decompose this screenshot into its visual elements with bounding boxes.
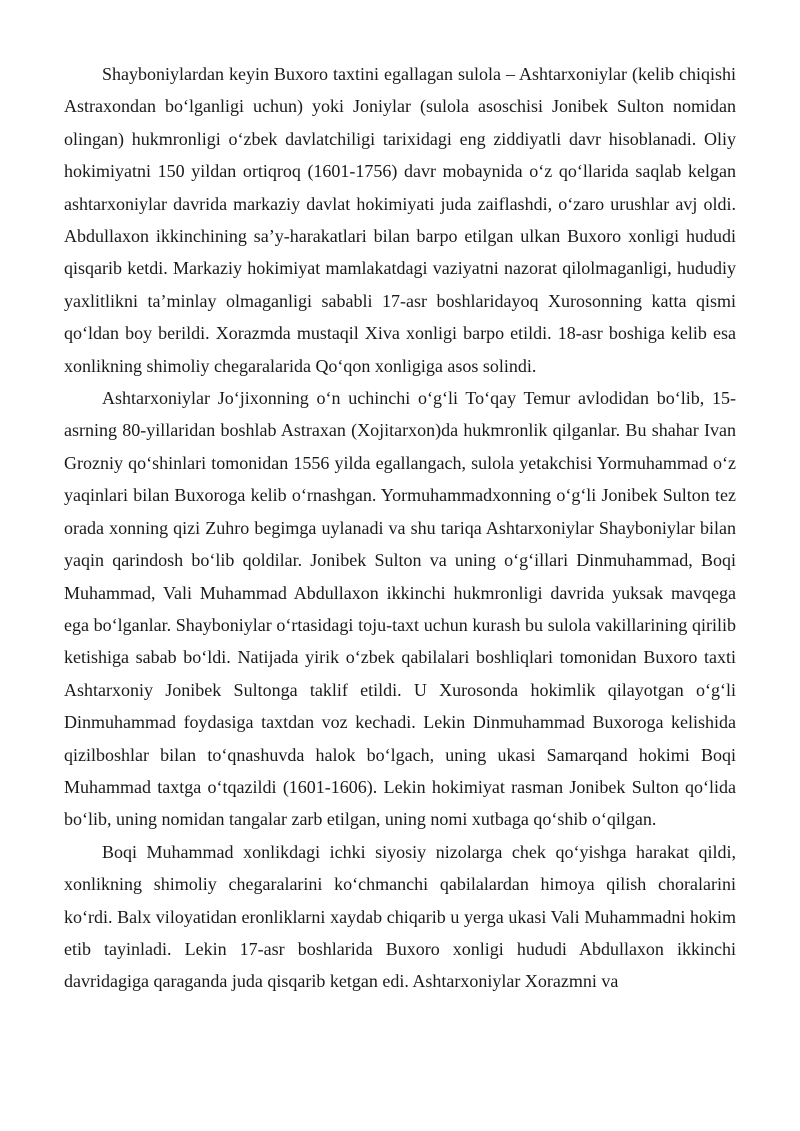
document-page bbox=[64, 58, 736, 998]
paragraph: Boqi Muhammad xonlikdagi ichki siyosiy nizolarga chek qo‘yishga harakat qildi, xonlikning shimoliy chegaralarini ko‘chmanchi qabilalardan himoya qilish choralarini ko‘rdi. Balx viloyatidan eronliklarni xaydab chiqarib u yerga ukasi Vali Muhammadni hokim etib tayinladi. Lekin 17-asr boshlarida Buxoro xonligi hududi Abdullaxon ikkinchi davridagiga qaraganda juda qisqarib ketgan edi. Ashtarxoniylar Xorazmni va bbox=[64, 841, 736, 992]
paragraph: Ashtarxoniylar Jo‘jixonning o‘n uchinchi o‘g‘li To‘qay Temur avlodidan bo‘lib, 15-asrning 80-yillaridan boshlab Astraxan (Xojitarxon)da hukmronlik qilganlar. Bu shahar Ivan Grozniy qo‘shinlari tomonidan 1556 yilda egallangach, sulola yetakchisi Yormuhammad o‘z yaqinlari bilan Buxoroga kelib o‘rnashgan. Yormuhammadxonning o‘g‘li Jonibek Sulton tez orada xonning qizi Zuhro begimga uylanadi va shu tariqa Ashtarxoniylar Shayboniylar bilan yaqin qarindosh bo‘lib qoldilar. Jonibek Sulton va uning o‘g‘illari Dinmuhammad, Boqi Muhammad, Vali Muhammad Abdullaxon ikkinchi hukmronligi davrida yuksak mavqega ega bo‘lganlar. Shayboniylar o‘rtasidagi toju-taxt uchun kurash bu sulola vakillarining qirilib ketishiga sabab bo‘ldi. Natijada yirik o‘zbek qabilalari boshliqlari tomonidan Buxoro taxti Ashtarxoniy Jonibek Sultonga taklif etildi. U Xurosonda hokimlik qilayotgan o‘g‘li Dinmuhammad foydasiga taxtdan voz kechadi. Lekin Dinmuhammad Buxoroga kelishida qizilboshlar bilan to‘qnashuvda halok bo‘lgach, uning ukasi Samarqand hokimi Boqi Muhammad taxtga o‘tqazildi (1601-1606). Lekin hokimiyat rasman Jonibek Sulton qo‘lida bo‘lib, uning nomidan tangalar zarb etilgan, uning nomi xutbaga qo‘shib o‘qilgan. bbox=[64, 388, 736, 830]
paragraph: Shayboniylardan keyin Buxoro taxtini egallagan sulola – Ashtarxoniylar (kelib chiqishi Astraxondan bo‘lganligi uchun) yoki Joniylar (sulola asoschisi Jonibek Sulton nomidan olingan) hukmronligi o‘zbek davlatchiligi tarixidagi eng ziddiyatli davr hisoblanadi. Oliy hokimiyatni 150 yildan ortiqroq (1601-1756) davr mobaynida o‘z qo‘llarida saqlab kelgan ashtarxoniylar davrida markaziy davlat hokimiyati juda zaiflashdi, o‘zaro urushlar avj oldi. Abdullaxon ikkinchining sa’y-harakatlari bilan barpo etilgan ulkan Buxoro xonligi hududi qisqarib ketdi. Markaziy hokimiyat mamlakatdagi vaziyatni nazorat qilolmaganligi, hududiy yaxlitlikni ta’minlay olmaganligi sababli 17-asr boshlaridayoq Xurosonning katta qismi qo‘ldan boy berildi. Xorazmda mustaqil Xiva xonligi barpo etildi. 18-asr boshiga kelib esa xonlikning shimoliy chegaralarida Qo‘qon xonligiga asos solindi. bbox=[64, 64, 736, 376]
